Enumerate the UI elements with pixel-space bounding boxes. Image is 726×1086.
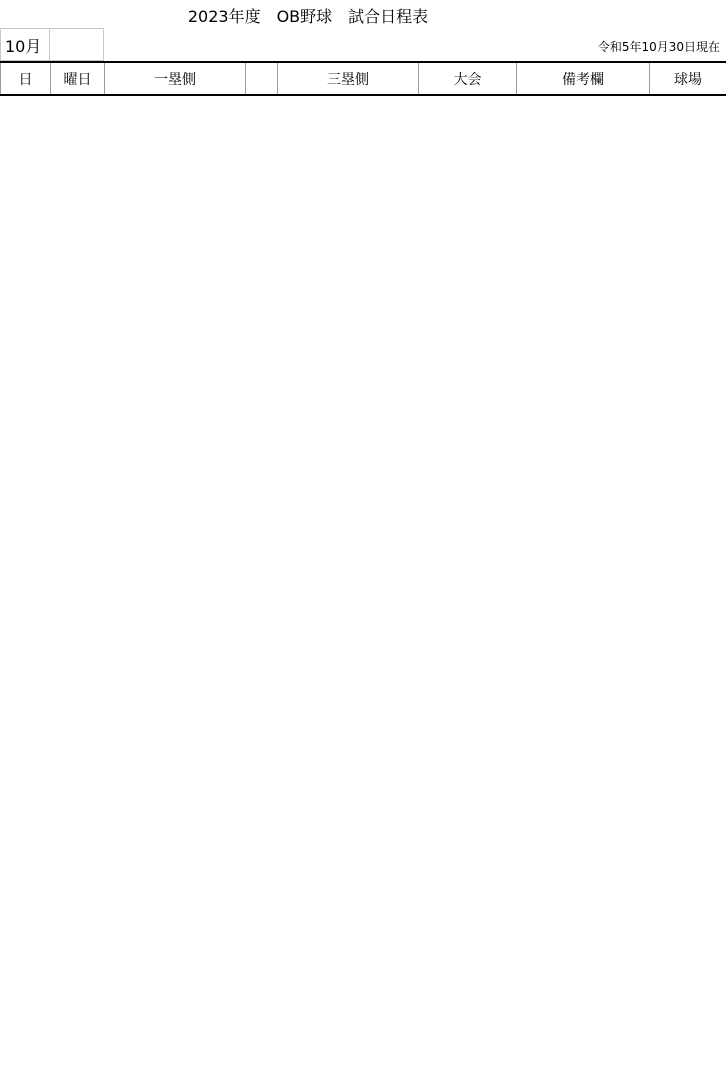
header-row: [1, 62, 726, 95]
schedule-table: [0, 61, 726, 96]
page-title: 2023年度 OB野球 試合日程表: [187, 7, 429, 26]
header-vs: [246, 62, 278, 95]
as-of-date: 令和5年10月30日現在: [597, 40, 720, 54]
month-label: 10月: [0, 28, 50, 61]
header-day: 日: [1, 62, 51, 95]
month-blank-cell: [50, 28, 104, 61]
header-first-base: 一塁側: [105, 62, 246, 95]
header-third-base: 三塁側: [278, 62, 419, 95]
header-weekday: 曜日: [51, 62, 105, 95]
header-tournament: 大会: [419, 62, 517, 95]
header-notes: 備考欄: [517, 62, 650, 95]
header-stadium: 球場: [650, 62, 726, 95]
